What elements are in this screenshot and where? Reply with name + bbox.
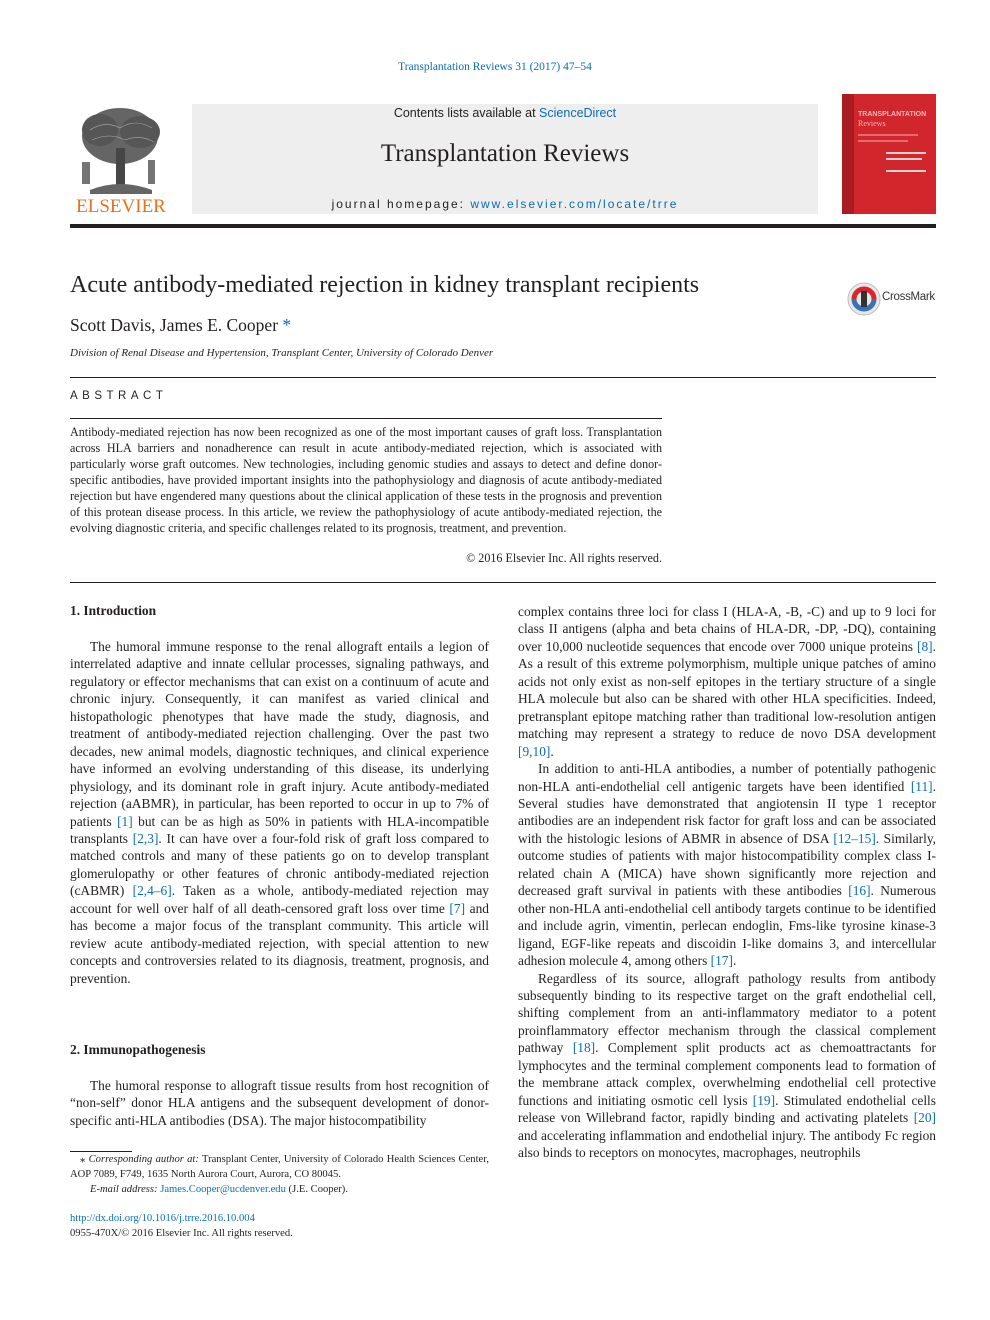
cover-subtitle: Reviews — [858, 119, 886, 128]
right-column — [518, 603, 936, 1162]
immunopathogenesis-paragraph — [70, 1077, 489, 1129]
text-run: . Complement split products act as chemoattractants for lymphocytes and the terminal complement components lead to formation of the membrane attack complex, overwhelming endothelial cell protective functions and initiating osmotic cell lysis — [518, 1040, 936, 1108]
text-run: Regardless of its source, allograft pathology results from antibody subsequently binding to its respective target on the graft endothelial cell, shifting complement from an anti-inflammatory mediator to a potent proinflammatory effector mechanism through the classical complement pathway — [518, 970, 936, 1056]
header-rule — [70, 224, 936, 228]
elsevier-wordmark: ELSEVIER — [76, 196, 166, 216]
citation-link[interactable]: [20] — [913, 1110, 936, 1126]
crossmark-badge[interactable] — [846, 281, 946, 317]
footnote-mark: ⁎ — [80, 1154, 86, 1165]
contents-prefix: Contents lists available at — [393, 106, 540, 120]
issn-line: 0955-470X/© 2016 Elsevier Inc. All rights reserved. — [70, 1228, 293, 1239]
citation-link[interactable]: [17] — [710, 953, 733, 969]
corresponding-author-mark[interactable]: * — [278, 315, 292, 335]
authors — [70, 315, 291, 336]
text-run: complex contains three loci for class I (HLA-A, -B, -C) and up to 9 loci for class II antigens (alpha and beta chains of HLA-DR, -DP, -DQ), containing over 10,000 nucleotide sequences that encode over 7000 unique proteins — [518, 604, 936, 654]
crossmark-label: CrossMark — [882, 291, 935, 303]
cover-title: TRANSPLANTATION — [858, 111, 927, 118]
affiliation: Division of Renal Disease and Hypertension, Transplant Center, University of Colorado Denver — [70, 347, 494, 359]
journal-title: Transplantation Reviews — [380, 140, 630, 167]
citation-link[interactable]: [11] — [910, 778, 933, 794]
elsevier-logo — [70, 100, 172, 216]
text-run: and has become a major focus of the transplant community. This article will review acute antibody-mediated rejection, with special attention to new concepts and controversies related to its diagnosis, treatment, prognosis, and prevention. — [70, 900, 489, 986]
email-label: E-mail address: — [90, 1184, 158, 1195]
paragraph — [518, 603, 936, 760]
abstract-heading: ABSTRACT — [70, 390, 168, 402]
journal-reference[interactable]: Transplantation Reviews 31 (2017) 47–54 — [398, 61, 592, 73]
corresponding-text: Transplant Center, University of Colorado Health Sciences Center, AOP 7089, F749, 1635 North Aurora Court, Aurora, CO 80045. — [70, 1154, 489, 1180]
contents-line — [192, 106, 818, 120]
citation-link[interactable]: [7] — [449, 900, 466, 916]
section-heading-immunopathogenesis: 2. Immunopathogenesis — [70, 1042, 206, 1057]
text-run: . Similarly, outcome studies of patients with major histocompatibility complex class I-related chain A (MICA) have shown significantly more rejection and decreased graft survival in patients with these antibodies — [518, 830, 936, 899]
text-run: . — [550, 743, 554, 759]
abstract-rule — [70, 418, 662, 419]
citation-link[interactable]: [19] — [752, 1092, 776, 1108]
text-run: . — [732, 953, 737, 969]
text-run: but can be as high as 50% in patients with HLA-incompatible transplants — [70, 813, 490, 846]
text-run: In addition to anti-HLA antibodies, a number of potentially pathogenic non-HLA anti-endothelial cell antigenic targets have been identified — [518, 761, 936, 794]
introduction-paragraph — [70, 638, 489, 987]
abstract-copyright: © 2016 Elsevier Inc. All rights reserved. — [466, 551, 662, 565]
email-link[interactable]: James.Cooper@ucdenver.edu — [160, 1184, 286, 1195]
paragraph — [518, 760, 936, 969]
email-suffix: (J.E. Cooper). — [285, 1184, 348, 1195]
crossmark-icon — [846, 281, 882, 317]
title-rule — [70, 377, 936, 378]
citation-link[interactable]: [12–15] — [833, 830, 876, 846]
paragraph — [518, 970, 936, 1162]
citation-link[interactable]: [9,10] — [518, 743, 551, 759]
text-run: . Stimulated endothelial cells release von Willebrand factor, rapidly binding and activating platelets — [518, 1092, 936, 1126]
abstract-body: Antibody-mediated rejection has now been recognized as one of the most important causes of graft loss. Transplantation across HLA barriers and nonadherence can result in acute antibody-mediated rejection, which is associated with particularly worse graft outcomes. New technologies, including genomic studies and assays to detect and define donor-specific antibodies, have provided important insights into the pathophysiology and diagnosis of acute antibody-mediated rejection but have engendered many questions about the clinical application of these tests in the prognosis and prevention of this protean disease process. In this article, we review the pathophysiology of acute antibody-mediated rejection, the evolving diagnostic criteria, and specific challenges related to its prognosis, treatment, and prevention. — [70, 425, 662, 535]
text-run: and accelerating inflammation and endothelial injury. The antibody Fc region also binds to receptors on monocytes, macrophages, neutrophils — [518, 1127, 936, 1161]
abstract-bottom-rule — [70, 582, 936, 583]
journal-header — [192, 104, 818, 214]
text-run: . As a result of this extreme polymorphism, multiple unique patches of amino acids not only exist as non-self epitopes in the tertiary structure of a single HLA molecule but also can be shared with other HLA specificities. Indeed, pretransplant epitope matching rather than traditional low-resolution antigen matching may represent a strategy to reduce de novo DSA development — [518, 638, 936, 742]
citation-link[interactable]: [1] — [117, 813, 133, 829]
footnote — [70, 1152, 489, 1197]
citation-link[interactable]: [2,4–6] — [132, 883, 172, 899]
text-run: . It can have over a four-fold risk of graft loss compared to matched controls and many of these patients go on to develop transplant glomerulopathy or other features of chronic antibody-mediated rejection (cABMR) — [70, 830, 489, 899]
article-title: Acute antibody-mediated rejection in kidney transplant recipients — [70, 272, 700, 298]
citation-link[interactable]: [18] — [572, 1040, 596, 1056]
homepage-line — [192, 197, 818, 211]
elsevier-tree-icon — [70, 100, 172, 216]
journal-cover[interactable] — [842, 94, 936, 214]
text-run: . Several studies have demonstrated that angiotensin II type 1 receptor antibodies are an independent risk factor for graft loss and can be associated with the histologic lesions of ABMR in absence of DSA — [518, 778, 936, 846]
cover-image — [842, 94, 936, 214]
homepage-prefix: journal homepage: — [331, 197, 471, 211]
paragraph-text: The humoral response to allograft tissue results from host recognition of “non-self” donor HLA antigens and the subsequent development of donor-specific anti-HLA antibodies (DSA). The major histocompatibility — [70, 1078, 489, 1128]
section-heading-introduction: 1. Introduction — [70, 603, 157, 618]
text-run: The humoral immune response to the renal allograft entails a legion of interrelated adaptive and innate cellular processes, signaling pathways, and regulatory or effector mechanisms that can exist on a continuum of acute and chronic injury. Consequently, it can manifest as varied clinical and histopathologic phenotypes that have made the study, diagnosis, and treatment of antibody-mediated rejection challenging. Over the past two decades, new animal models, diagnostic techniques, and clinical experience have informed an evolving understanding of this disease, its underlying physiology, and its dominant role in graft injury. Acute antibody-mediated rejection (aABMR), in particular, has been reported to occur in up to 7% of patients — [70, 639, 489, 829]
citation-link[interactable]: [16] — [848, 883, 871, 899]
citation-link[interactable]: [2,3] — [132, 830, 159, 846]
doi-link[interactable]: http://dx.doi.org/10.1016/j.trre.2016.10.004 — [70, 1213, 255, 1224]
text-run: . Numerous other non-HLA anti-endothelial cell antibody targets continue to be identified and include agrin, vimentin, perlecan endoglin, Fms-like tyrosine kinase-3 ligand, EGF-like repeats and discoidin I-like domains 3, and intercellular adhesion molecule 4, among others — [518, 883, 937, 969]
author-names: Scott Davis, James E. Cooper — [70, 315, 279, 335]
corresponding-label: Corresponding author at: — [88, 1154, 199, 1165]
citation-link[interactable]: [8] — [917, 638, 933, 654]
homepage-link[interactable]: www.elsevier.com/locate/trre — [470, 197, 679, 211]
sciencedirect-link[interactable]: ScienceDirect — [539, 106, 617, 120]
text-run: . Taken as a whole, antibody-mediated rejection may account for well over half of all death-censored graft loss over time — [70, 883, 489, 916]
